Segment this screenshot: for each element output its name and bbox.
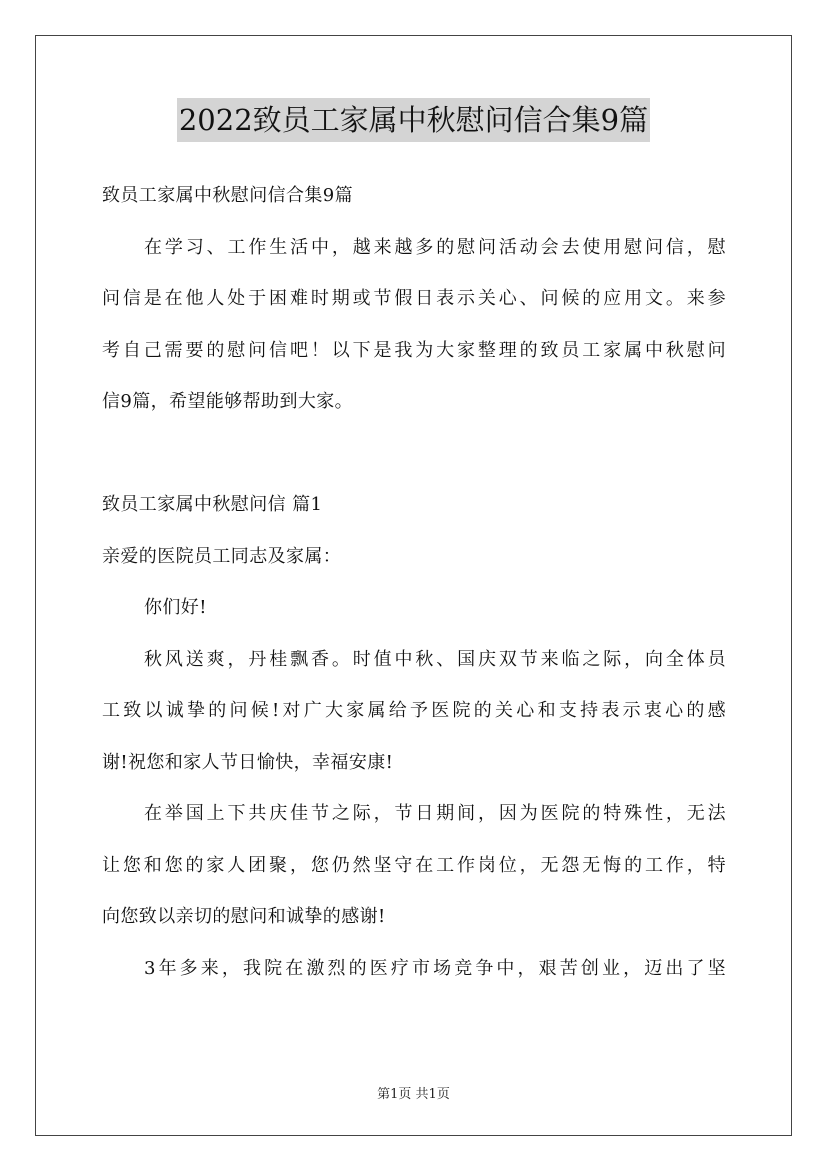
document-subtitle: 致员工家属中秋慰问信合集9篇	[102, 185, 354, 206]
paragraph-line: 让您和您的家人团聚，您仍然坚守在工作岗位，无怨无悔的工作，特	[102, 854, 726, 876]
paragraph-line: 秋风送爽，丹桂飘香。时值中秋、国庆双节来临之际，向全体员	[144, 648, 726, 670]
paragraph-line: 谢!祝您和家人节日愉快，幸福安康!	[102, 751, 394, 773]
section-heading: 致员工家属中秋慰问信 篇1	[102, 494, 323, 515]
page-footer: 第1页 共1页	[377, 1087, 450, 1102]
paragraph-line: 3年多来，我院在激烈的医疗市场竞争中，艰苦创业，迈出了坚	[144, 957, 726, 979]
paragraph-line: 向您致以亲切的慰问和诚挚的感谢!	[102, 906, 386, 927]
intro-line: 考自己需要的慰问信吧！以下是我为大家整理的致员工家属中秋慰问	[102, 339, 726, 361]
paragraph-gap	[102, 428, 726, 480]
paragraph-line: 工致以诚挚的问候!对广大家属给予医院的关心和支持表示衷心的感	[102, 700, 726, 721]
document-body	[102, 170, 726, 994]
paragraph-line: 在举国上下共庆佳节之际，节日期间，因为医院的特殊性，无法	[144, 803, 726, 824]
salutation: 亲爱的医院员工同志及家属：	[102, 545, 342, 567]
intro-line: 在学习、工作生活中，越来越多的慰问活动会去使用慰问信，慰	[144, 236, 726, 258]
greeting: 你们好!	[144, 597, 207, 618]
intro-line: 信9篇，希望能够帮助到大家。	[102, 391, 354, 412]
title-container	[0, 98, 827, 142]
document-title: 2022致员工家属中秋慰问信合集9篇	[177, 98, 650, 142]
intro-line: 问信是在他人处于困难时期或节假日表示关心、问候的应用文。来参	[102, 288, 726, 309]
